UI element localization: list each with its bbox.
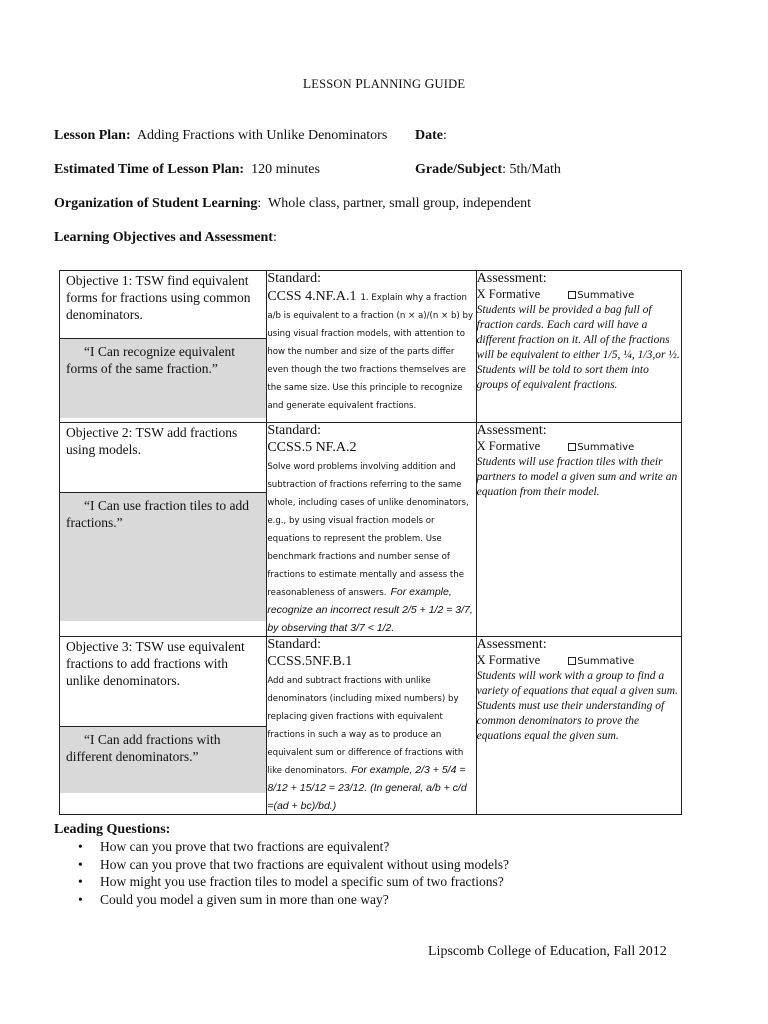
objective-text: Objective 2: TSW add fractions using models. — [66, 425, 238, 457]
question-text: Could you model a given sum in more than one way? — [100, 891, 389, 907]
summative-checkbox-icon — [568, 291, 576, 299]
summative-checkbox-icon — [568, 443, 576, 451]
title-part-esson: ESSON — [311, 77, 356, 91]
objectives-table — [59, 270, 682, 815]
time-label: Estimated Time of Lesson Plan — [54, 162, 240, 177]
grade-label: Grade/Subject — [415, 162, 503, 177]
lesson-plan-line: Lesson Plan: Adding Fractions with Unlike Denominators — [54, 128, 388, 143]
summative-label: Summative — [577, 656, 635, 667]
objective-text: Objective 1: TSW find equivalent forms for fractions using common denominators. — [66, 273, 251, 322]
list-item — [54, 891, 509, 909]
standard-text: Add and subtract fractions with unlike denominators (including mixed numbers) by replacing given fractions with equivalent fractions in such a way as to produce an equivalent sum or difference of fractions with like denominators. — [267, 676, 464, 776]
standard-cell — [267, 637, 476, 815]
bullet-icon: • — [78, 839, 83, 854]
standard-code: CCSS.5 NF.A.2 — [267, 440, 357, 455]
leading-questions-list — [54, 838, 509, 908]
list-item — [54, 856, 509, 874]
lesson-plan-label: Lesson Plan — [54, 128, 126, 143]
objective-row-3 — [60, 637, 682, 815]
standard-label: Standard: — [267, 423, 321, 438]
i-can-text: “I Can use fraction tiles to add fractions.” — [66, 498, 249, 530]
time-value: 120 minutes — [251, 162, 320, 177]
standard-code: CCSS.5NF.B.1 — [267, 654, 353, 669]
summative-checkbox-icon — [568, 657, 576, 665]
assessment-text: Students will work with a group to find a variety of equations that equal a given sum. Students must use their understanding of common denominators to prove the equations equal the given sum. — [476, 670, 678, 742]
formative-mark: X Formative — [476, 439, 541, 453]
title-part-lanning: LANNING — [362, 77, 425, 91]
standard-body — [267, 456, 475, 636]
footer-text: Lipscomb College of Education, Fall 2012 — [428, 944, 667, 959]
assessment-text: Students will use fraction tiles with their partners to model a given sum and write an equation from their model. — [476, 456, 678, 498]
leading-questions-label: Leading Questions: — [54, 822, 171, 837]
summative-label: Summative — [577, 442, 635, 453]
date-field: Date: — [415, 128, 447, 143]
title-letter-g: G — [424, 76, 435, 91]
assessment-type-row — [477, 287, 681, 303]
objective-text: Objective 3: TSW use equivalent fractions to add fractions with unlike denominators. — [66, 639, 245, 688]
formative-mark: X Formative — [476, 653, 541, 667]
organization-value: Whole class, partner, small group, independent — [268, 196, 532, 211]
assessment-type-row — [477, 439, 681, 455]
assessment-cell — [476, 637, 681, 815]
standard-example: For example, 2/3 + 5/4 = 8/12 + 15/12 = 23/12. (In general, a/b + c/d =(ad + bc)/bd.) — [267, 764, 467, 812]
page-title — [0, 76, 768, 92]
assessment-label: Assessment: — [476, 423, 547, 438]
objectives-label: Learning Objectives and Assessment — [54, 230, 273, 245]
bullet-icon: • — [78, 874, 83, 889]
i-can-text: “I Can recognize equivalent forms of the same fraction.” — [66, 344, 236, 376]
objective-cell — [60, 637, 267, 815]
standard-label: Standard: — [267, 637, 321, 652]
assessment-cell — [476, 423, 681, 637]
assessment-label: Assessment: — [476, 637, 547, 652]
summative-label: Summative — [577, 290, 635, 301]
organization-label: Organization of Student Learning — [54, 196, 258, 211]
assessment-text: Students will be provided a bag full of fraction cards. Each card will have a different fraction on it. All of the fractions will be equivalent to either 1/5, ¼, 1/3,or ½. Students will be told to sort them into groups of equivalent fractions. — [476, 304, 680, 391]
standard-cell — [267, 423, 476, 637]
objective-row-2 — [60, 423, 682, 637]
question-text: How can you prove that two fractions are equivalent without using models? — [100, 856, 510, 872]
i-can-statement — [60, 338, 266, 418]
standard-label: Standard: — [267, 271, 321, 286]
i-can-text: “I Can add fractions with different denominators.” — [66, 732, 221, 764]
objective-cell — [60, 423, 267, 637]
question-text: How can you prove that two fractions are equivalent? — [100, 839, 390, 854]
objective-row-1 — [60, 271, 682, 423]
date-label: Date — [415, 128, 443, 143]
organization-line: Organization of Student Learning: Whole class, partner, small group, independent — [54, 196, 532, 211]
assessment-cell — [476, 271, 681, 423]
formative-mark: X Formative — [476, 287, 541, 301]
title-letter-p: P — [355, 76, 363, 91]
i-can-statement — [60, 492, 266, 621]
objectives-heading: Learning Objectives and Assessment: — [54, 230, 277, 245]
list-item — [54, 838, 509, 856]
standard-text: Solve word problems involving addition and subtraction of fractions referring to the same whole, including cases of unlike denominators, e.g., by using visual fraction models or equations to represent the problem. Use benchmark fractions and number sense of fractions to estimate mentally and assess the reasonableness of answers. — [267, 462, 469, 598]
bullet-icon: • — [78, 856, 83, 872]
assessment-label: Assessment: — [476, 271, 547, 286]
grade-field: Grade/Subject: 5th/Math — [415, 162, 561, 177]
standard-body — [267, 287, 475, 413]
title-part-uide: UIDE — [434, 77, 466, 91]
list-item — [54, 873, 509, 891]
objective-cell — [60, 271, 267, 423]
title-letter-l: L — [302, 76, 312, 91]
time-line: Estimated Time of Lesson Plan: 120 minutes — [54, 162, 320, 177]
i-can-statement — [60, 726, 266, 793]
standard-cell — [267, 271, 476, 423]
question-text: How might you use fraction tiles to model a specific sum of two fractions? — [100, 874, 504, 889]
bullet-icon: • — [78, 891, 83, 907]
lesson-plan-value: Adding Fractions with Unlike Denominators — [136, 128, 388, 143]
grade-value: 5th/Math — [509, 162, 561, 177]
assessment-type-row — [477, 653, 681, 669]
standard-body — [267, 670, 475, 814]
standard-code: CCSS 4.NF.A.1 — [267, 289, 357, 304]
standard-text: 1. Explain why a fraction a/b is equivalent to a fraction (n × a)/(n × b) by using visual fraction models, with attention to how the number and size of the parts differ even though the two fractions themselves are the same size. Use this principle to recognize and generate equivalent fractions. — [267, 293, 474, 411]
standard-example: For example, recognize an incorrect result 2/5 + 1/2 = 3/7, by observing that 3/7 < 1/2. — [267, 586, 473, 634]
